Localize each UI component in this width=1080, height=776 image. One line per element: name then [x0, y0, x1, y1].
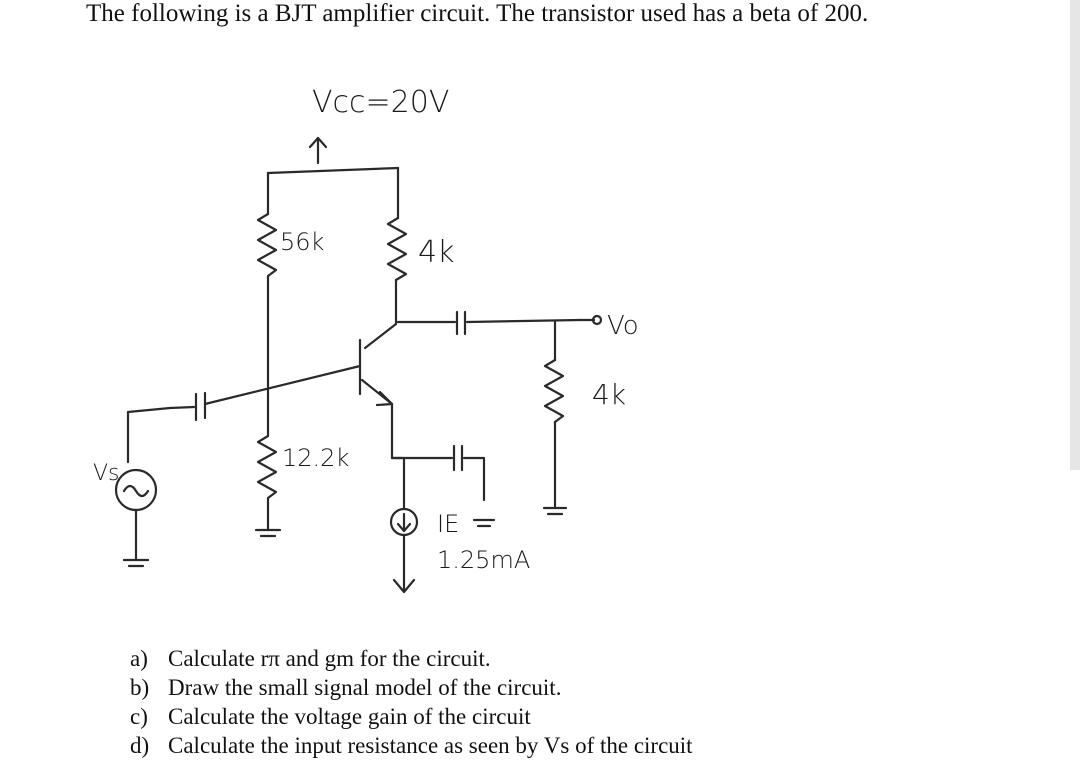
- ie-value: 1.25mA: [437, 546, 531, 574]
- rc-resistor: [388, 218, 406, 280]
- rl-resistor: [545, 360, 563, 422]
- output-coupling-capacitor: [457, 312, 465, 334]
- vcc-rail: [268, 168, 398, 173]
- ground-symbol-source: [124, 560, 148, 566]
- r2-label: 12.2k: [282, 444, 350, 472]
- ac-source-wave: [124, 486, 148, 496]
- ground-symbol-rl: [544, 508, 566, 514]
- bypass-capacitor: [454, 446, 462, 470]
- rl-label: 4k: [592, 378, 627, 411]
- bjt-collector: [365, 324, 396, 348]
- r1-label: 56k: [280, 228, 325, 256]
- r2-resistor: [258, 436, 276, 498]
- question-d: d) Calculate the input resistance as seen by Vs of the circuit: [130, 733, 693, 758]
- base-wire: [205, 366, 360, 404]
- problem-statement: The following is a BJT amplifier circuit. The transistor used has a beta of 200.: [86, 0, 869, 27]
- vcc-label: Vcc=20V: [312, 85, 450, 120]
- ground-symbol-r2: [256, 530, 280, 536]
- ie-label: IE: [437, 510, 460, 538]
- question-a: a) Calculate rπ and gm for the circuit.: [130, 646, 491, 671]
- rc-label: 4k: [418, 235, 455, 270]
- scrollbar[interactable]: [1070, 0, 1080, 470]
- vcc-arrow: [310, 138, 326, 163]
- input-coupling-capacitor: [196, 393, 205, 420]
- ground-symbol-bypass: [474, 520, 494, 526]
- vo-label: Vo: [607, 311, 639, 341]
- question-list: [130, 644, 693, 760]
- vs-label: Vs: [93, 461, 120, 486]
- question-b: b) Draw the small signal model of the circuit.: [130, 675, 562, 700]
- r1-resistor: [258, 214, 276, 276]
- question-c: c) Calculate the voltage gain of the circuit: [130, 704, 531, 729]
